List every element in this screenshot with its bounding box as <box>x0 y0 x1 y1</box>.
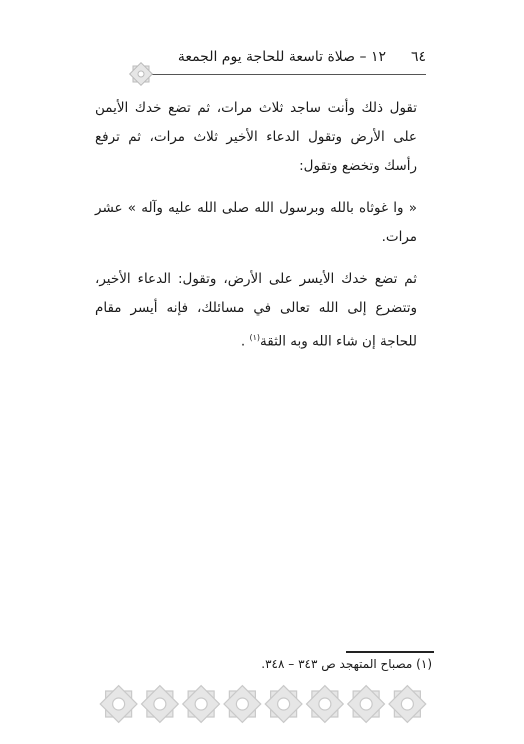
paragraph-2: « وا غوثاه بالله وبرسول الله صلى الله عليه وآله » عشر مرات. <box>95 200 417 245</box>
main-text <box>95 94 417 370</box>
paragraph-3-text: ثم تضع خدك الأيسر على الأرض، وتقول: الدعاء الأخير، وتتضرع إلى الله تعالى في مسائلك، فإنه أيسر مقام للحاجة إن شاء الله وبه الثقة <box>95 271 417 350</box>
page-number: ٦٤ <box>410 49 426 65</box>
decorative-border-icon <box>98 684 428 724</box>
star-ornament-icon <box>128 61 154 87</box>
footnote-reference[interactable]: (١) <box>249 333 261 342</box>
running-header <box>150 49 426 69</box>
star-motif-icon <box>306 686 343 723</box>
paragraph-1: تقول ذلك وأنت ساجد ثلاث مرات، ثم تضع خدك الأيمن على الأرض وتقول الدعاء الأخير ثلاث مرات، ثم ترفع رأسك وتخضع وتقول: <box>95 100 417 174</box>
footnote: (١) مصباح المتهجد ص ٣٤٣ – ٣٤٨. <box>261 657 432 671</box>
star-motif-icon <box>265 686 302 723</box>
footnote-rule <box>346 651 434 653</box>
star-motif-icon <box>183 686 220 723</box>
paragraph-3 <box>95 265 417 357</box>
header-rule <box>150 74 426 75</box>
chapter-title: ١٢ – صلاة تاسعة للحاجة يوم الجمعة <box>177 49 386 65</box>
star-motif-icon <box>389 686 426 723</box>
star-motif-icon <box>224 686 261 723</box>
end-punctuation: . <box>240 333 246 350</box>
star-motif-icon <box>100 686 137 723</box>
star-motif-icon <box>141 686 178 723</box>
star-motif-icon <box>348 686 385 723</box>
